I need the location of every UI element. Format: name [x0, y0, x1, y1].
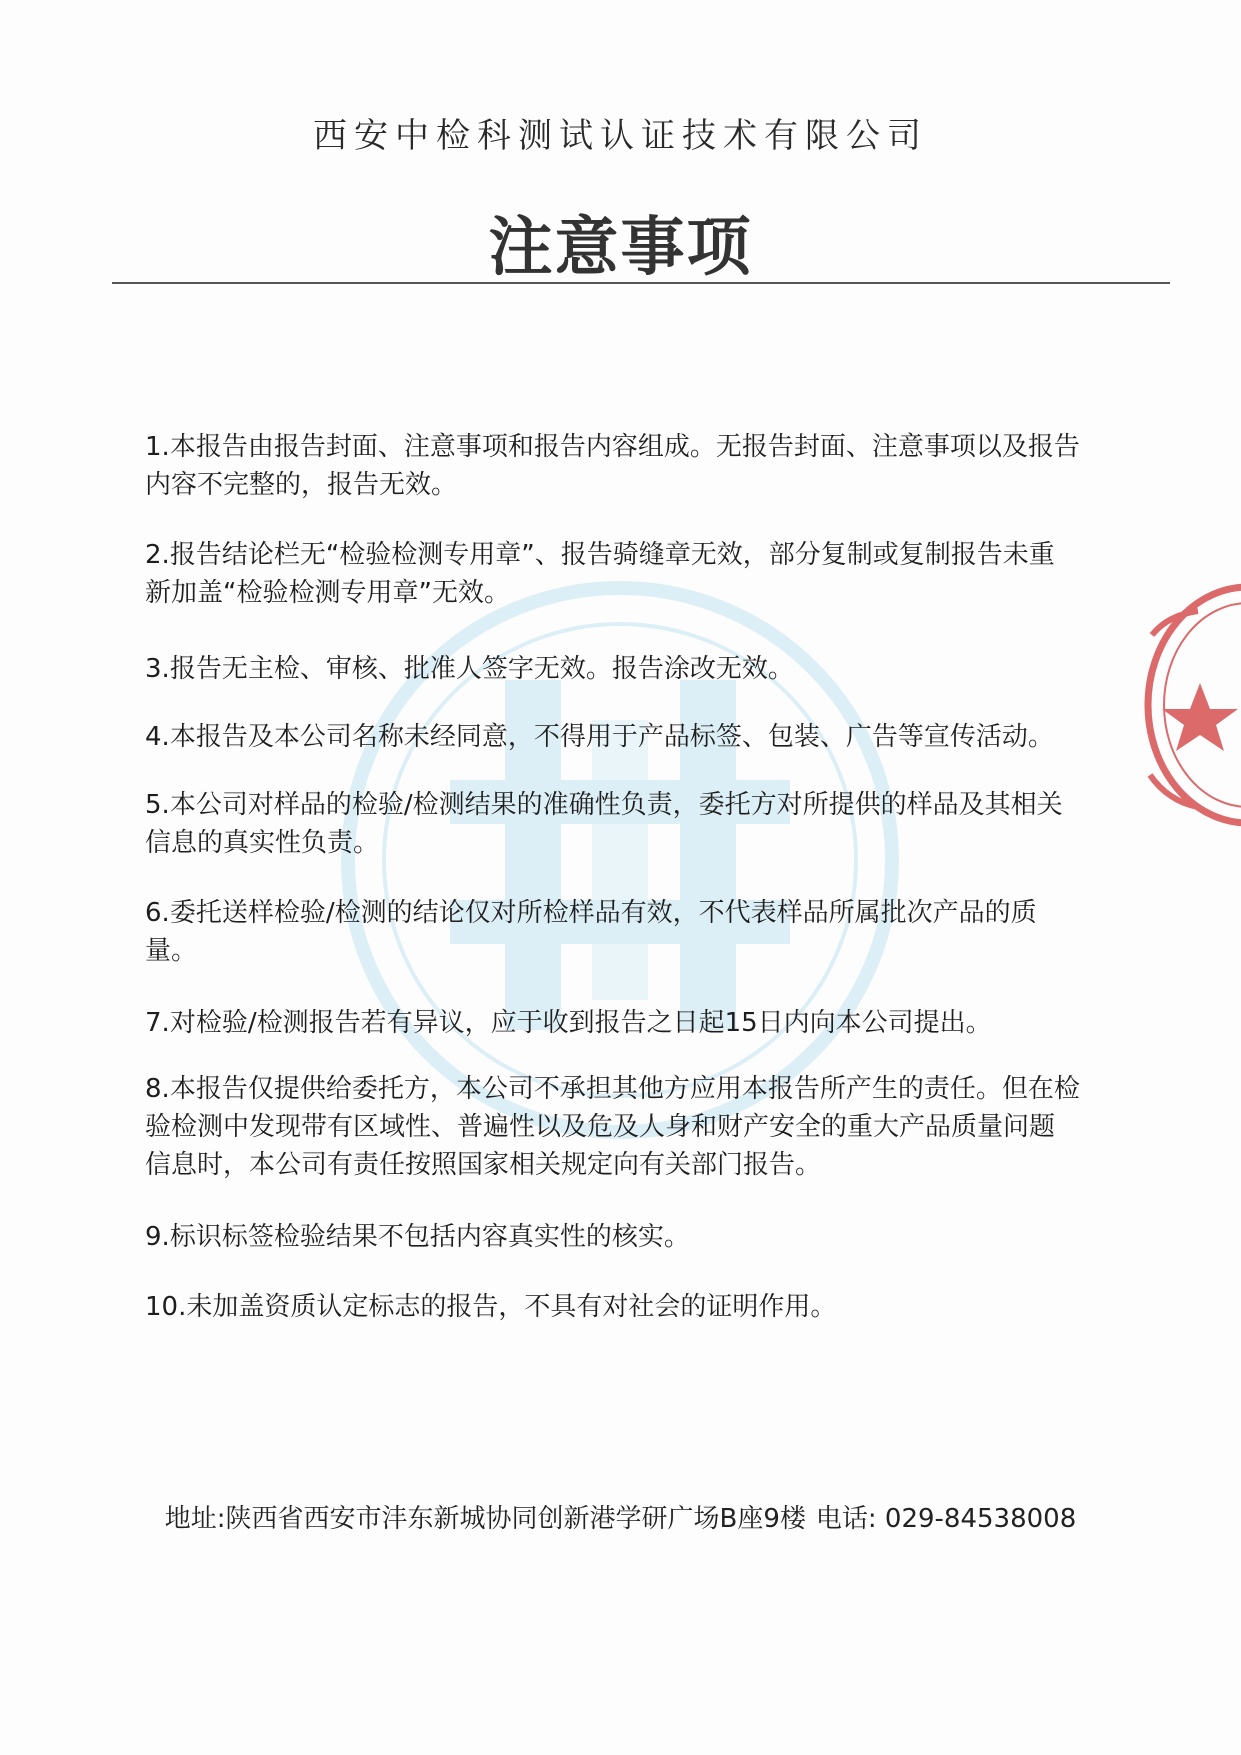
notice-number: 2.: [145, 540, 170, 570]
notice-item-9: [145, 1218, 1080, 1256]
notice-text: 委托送样检验/检测的结论仅对所检样品有效，不代表样品所属批次产品的质量。: [145, 898, 1037, 966]
notice-item-10: [145, 1288, 1080, 1326]
notice-number: 3.: [145, 654, 170, 684]
notice-number: 5.: [145, 790, 170, 820]
notice-number: 10.: [145, 1292, 187, 1322]
footer-address: 地址:陕西省西安市沣东新城协同创新港学研广场B座9楼: [164, 1504, 806, 1534]
notice-text: 报告无主检、审核、批准人签字无效。报告涂改无效。: [169, 654, 794, 684]
notice-item-5: [145, 786, 1080, 862]
notice-number: 1.: [145, 432, 170, 462]
notice-item-2: [145, 536, 1080, 612]
notice-text: 未加盖资质认定标志的报告，不具有对社会的证明作用。: [186, 1292, 837, 1322]
notice-text: 报告结论栏无“检验检测专用章”、报告骑缝章无效，部分复制或复制报告未重新加盖“检验检测专用章”无效。: [145, 540, 1055, 608]
notice-item-4: [145, 718, 1080, 756]
footer-phone: 电话: 029-84538008: [815, 1504, 1077, 1534]
notice-item-7: [145, 1004, 1080, 1042]
notice-text: 本公司对样品的检验/检测结果的准确性负责，委托方对所提供的样品及其相关信息的真实性负责。: [145, 790, 1063, 858]
inspection-seal-icon: [1138, 575, 1241, 835]
notice-number: 7.: [145, 1008, 170, 1038]
notice-number: 4.: [145, 722, 170, 752]
notice-number: 6.: [145, 898, 170, 928]
page-title: 注意事项: [488, 211, 753, 285]
title-divider: [112, 282, 1170, 284]
notice-text: 本报告由报告封面、注意事项和报告内容组成。无报告封面、注意事项以及报告内容不完整的，报告无效。: [145, 432, 1080, 500]
notice-text: 标识标签检验结果不包括内容真实性的核实。: [169, 1222, 690, 1252]
notice-number: 8.: [145, 1074, 170, 1104]
footer-contact: [0, 1498, 1241, 1535]
notice-text: 对检验/检测报告若有异议，应于收到报告之日起15日内向本公司提出。: [169, 1008, 992, 1038]
notice-text: 本报告仅提供给委托方，本公司不承担其他方应用本报告所产生的责任。但在检验检测中发现带有区域性、普遍性以及危及人身和财产安全的重大产品质量问题信息时，本公司有责任按照国家相关规定向有关部门报告。: [145, 1074, 1080, 1180]
notice-item-8: [145, 1070, 1080, 1184]
notice-item-1: [145, 428, 1080, 504]
notice-item-6: [145, 894, 1080, 970]
notice-text: 本报告及本公司名称未经同意，不得用于产品标签、包装、广告等宣传活动。: [169, 722, 1054, 752]
notice-number: 9.: [145, 1222, 170, 1252]
company-name: 西安中检科测试认证技术有限公司: [313, 116, 928, 156]
notice-item-3: [145, 650, 1080, 688]
